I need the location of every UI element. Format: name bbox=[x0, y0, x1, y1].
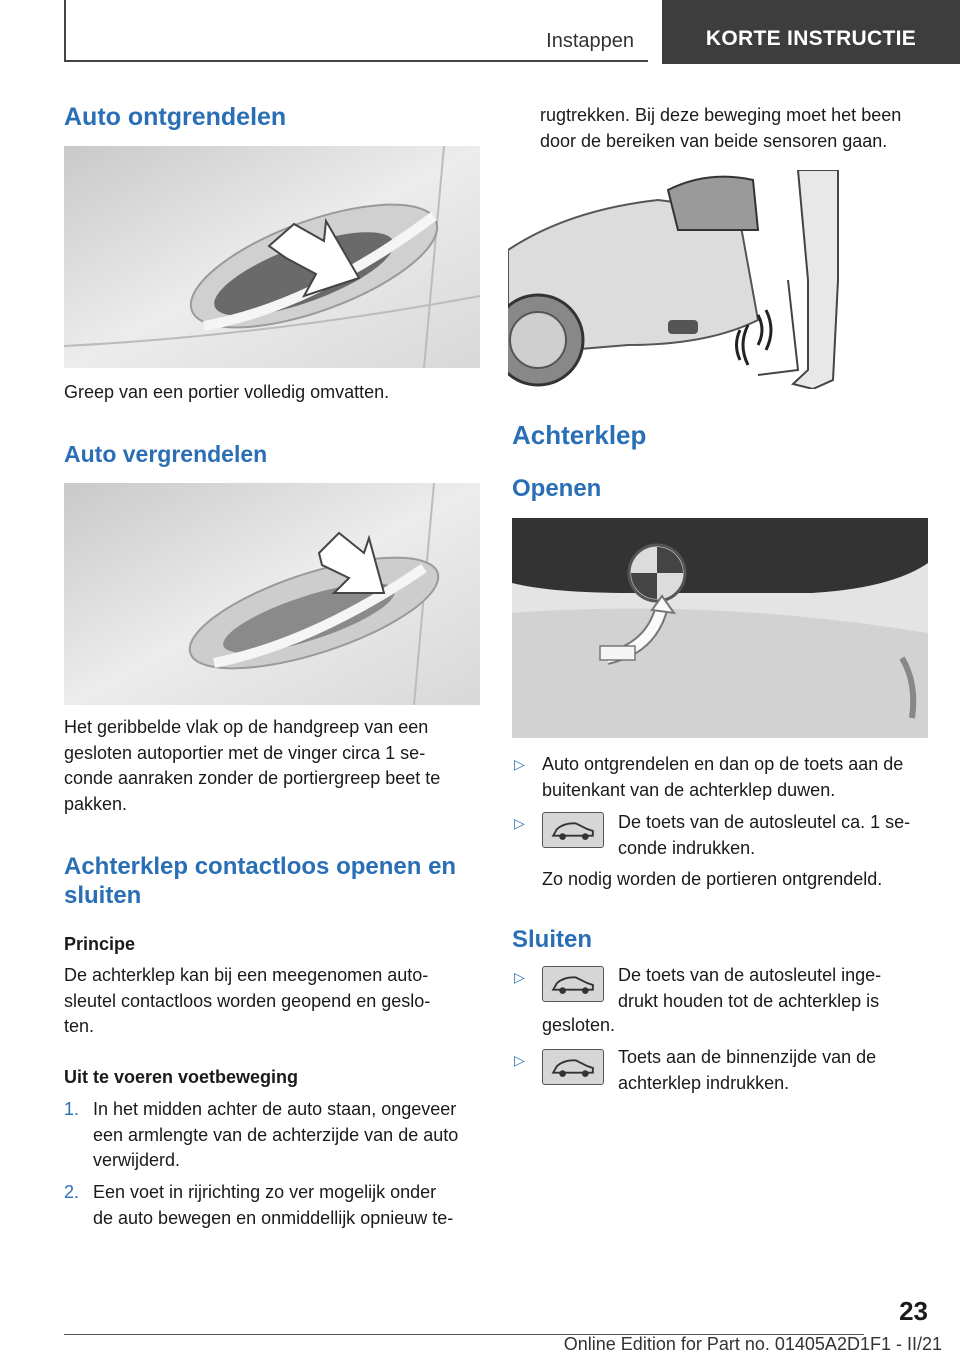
text-line: gesloten autoportier met de vinger circa 1 se- bbox=[64, 742, 426, 763]
bullet-icon: ▷ bbox=[514, 1052, 525, 1068]
step-number: 1. bbox=[64, 1099, 80, 1119]
close-step-text bbox=[618, 963, 881, 1014]
text-line: De toets van de autosleutel ca. 1 se- bbox=[618, 812, 911, 832]
text-line: De toets van de autosleutel inge- bbox=[618, 965, 882, 985]
car-key-tailgate-icon bbox=[542, 1049, 604, 1085]
unlock-title: Auto ontgrendelen bbox=[64, 103, 287, 131]
text-line: pakken. bbox=[64, 793, 128, 814]
text-line: verwijderd. bbox=[93, 1150, 181, 1170]
text-line: door de bereiken van beide sensoren gaan. bbox=[540, 130, 888, 151]
step-text bbox=[93, 1097, 458, 1174]
lock-title: Auto vergrendelen bbox=[64, 441, 268, 467]
text-line: Toets aan de binnenzijde van de bbox=[618, 1047, 877, 1067]
text-line: In het midden achter de auto staan, ongeveer bbox=[93, 1099, 457, 1119]
open-step-note: Zo nodig worden de portieren ontgrendeld. bbox=[542, 869, 883, 889]
contactless-title bbox=[64, 852, 456, 910]
text-line: De achterklep kan bij een meegenomen auto- bbox=[64, 965, 429, 985]
principle-title: Principe bbox=[64, 934, 136, 954]
heading-line: Achterklep contactloos openen en bbox=[64, 853, 457, 880]
principle-text bbox=[64, 963, 430, 1040]
open-title: Openen bbox=[512, 475, 602, 502]
door-handle-lock-illustration bbox=[64, 483, 480, 705]
car-key-tailgate-icon bbox=[542, 812, 604, 848]
step-number: 2. bbox=[64, 1182, 80, 1202]
text-line: buitenkant van de achterklep duwen. bbox=[542, 779, 836, 800]
unlock-caption: Greep van een portier volledig omvatten. bbox=[64, 382, 390, 402]
text-line: de auto bewegen en onmiddellijk opnieuw te- bbox=[93, 1207, 454, 1228]
car-key-tailgate-icon bbox=[542, 966, 604, 1002]
close-step-note: gesloten. bbox=[542, 1015, 616, 1035]
text-line: Auto ontgrendelen en dan op de toets aan de bbox=[542, 754, 904, 774]
footer-edition: Online Edition for Part no. 01405A2D1F1 - II/21 bbox=[563, 1334, 942, 1354]
text-line: Het geribbelde vlak op de handgreep van een bbox=[64, 717, 429, 737]
bullet-icon: ▷ bbox=[514, 815, 525, 831]
text-line: Een voet in rijrichting zo ver mogelijk onder bbox=[93, 1182, 437, 1202]
text-line: ten. bbox=[64, 1016, 95, 1036]
text-line: een armlengte van de achterzijde van de auto bbox=[93, 1124, 459, 1145]
continuation-text bbox=[540, 103, 901, 154]
foot-gesture-illustration bbox=[508, 170, 844, 389]
open-step-text bbox=[618, 810, 910, 861]
header-section-title: Instappen bbox=[546, 30, 634, 52]
bullet-icon: ▷ bbox=[514, 969, 525, 985]
tailgate-button-illustration bbox=[512, 518, 928, 738]
close-title: Sluiten bbox=[512, 926, 593, 953]
text-line: conde aanraken zonder de portiergreep beet te bbox=[64, 768, 441, 788]
tailgate-title: Achterklep bbox=[512, 420, 647, 450]
text-line: sleutel contactloos worden geopend en geslo- bbox=[64, 990, 431, 1011]
lock-description bbox=[64, 715, 440, 817]
page-number: 23 bbox=[899, 1296, 928, 1326]
text-line: rugtrekken. Bij deze beweging moet het been bbox=[540, 105, 902, 125]
text-line: conde indrukken. bbox=[618, 837, 756, 858]
text-line: achterklep indrukken. bbox=[618, 1072, 790, 1093]
open-step-text bbox=[542, 752, 903, 803]
door-handle-unlock-illustration bbox=[64, 146, 480, 368]
bullet-icon: ▷ bbox=[514, 756, 525, 772]
heading-line: sluiten bbox=[64, 882, 142, 909]
header-chapter-tab: KORTE INSTRUCTIE bbox=[662, 0, 960, 64]
step-text bbox=[93, 1180, 453, 1231]
text-line: drukt houden tot de achterklep is bbox=[618, 990, 880, 1011]
foot-movement-title: Uit te voeren voetbeweging bbox=[64, 1067, 299, 1087]
close-step-text bbox=[618, 1045, 876, 1096]
